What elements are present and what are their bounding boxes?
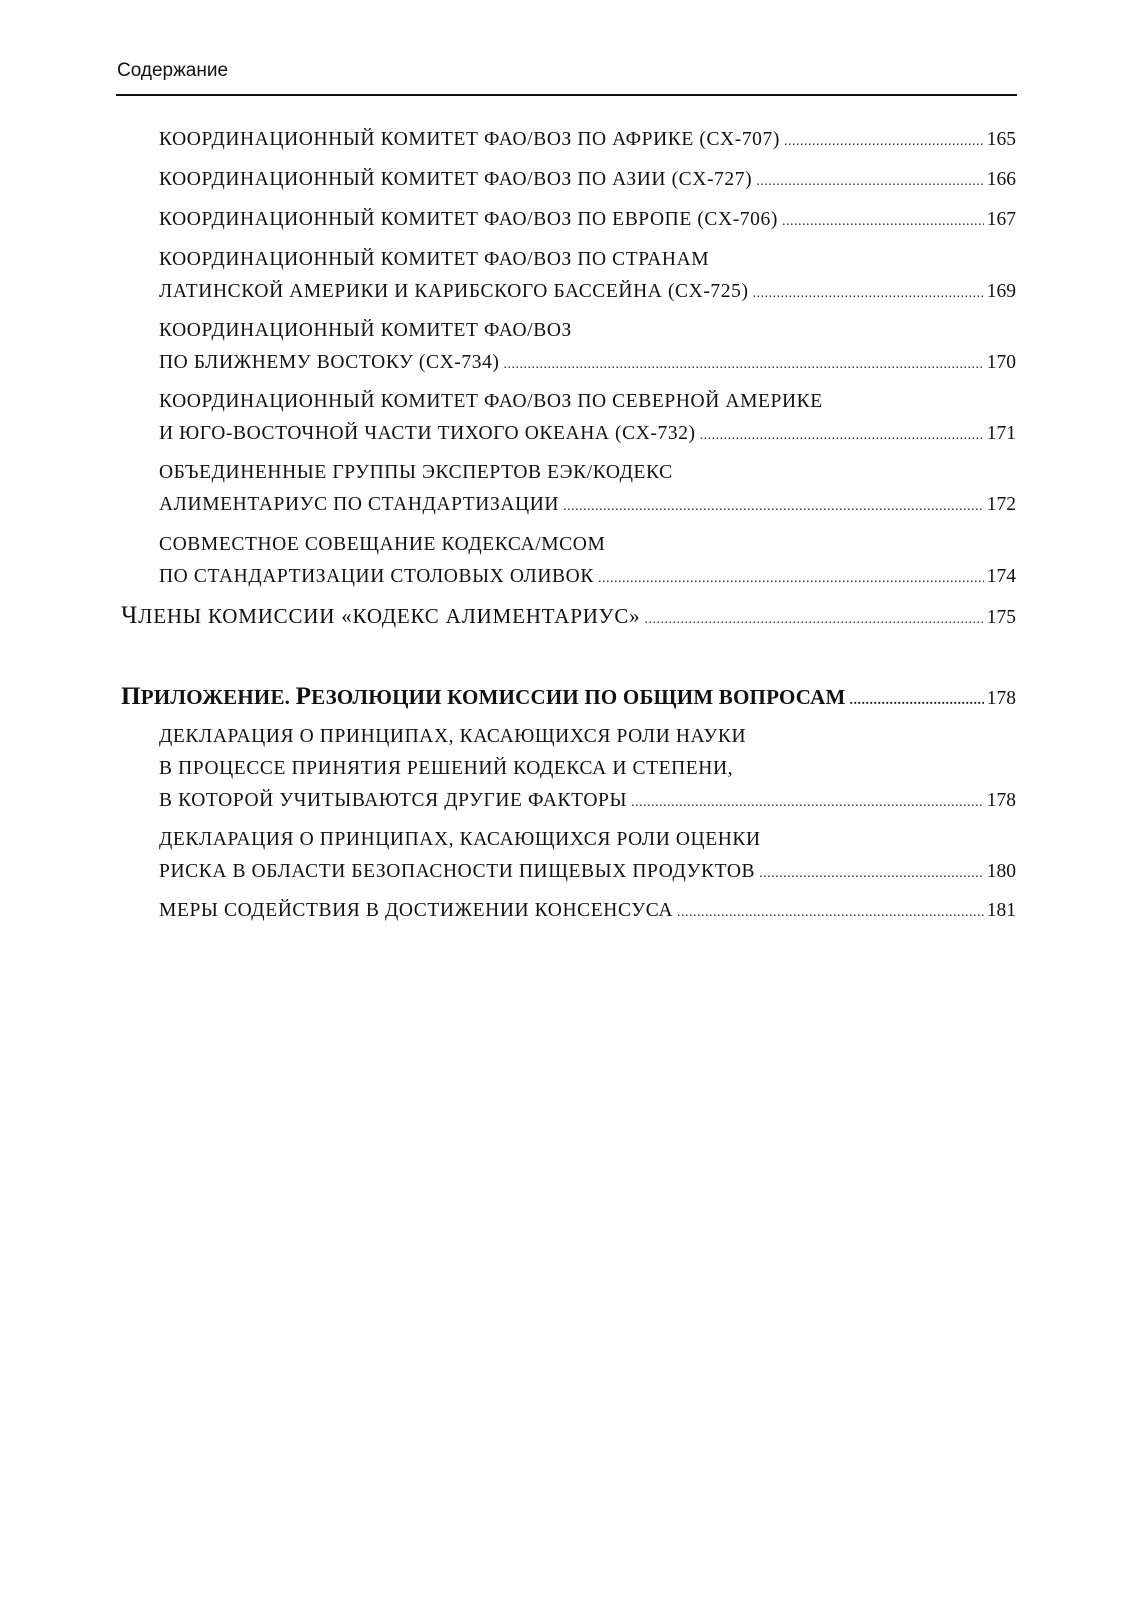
- toc-entry[interactable]: [159, 244, 1016, 308]
- drop-capital: Р: [295, 683, 312, 710]
- title-part-1: РИЛОЖЕНИЕ.: [140, 685, 296, 709]
- toc-entry-title-continued: РИСКА В ОБЛАСТИ БЕЗОПАСНОСТИ ПИЩЕВЫХ ПРОДУКТОВ: [159, 861, 756, 882]
- dot-leader: [598, 563, 984, 595]
- toc-entry-title: КООРДИНАЦИОННЫЙ КОМИТЕТ ФАО/ВОЗ ПО СЕВЕРНОЙ АМЕРИКЕ: [159, 391, 823, 412]
- title-part-2: ЕЗОЛЮЦИИ КОМИССИИ ПО ОБЩИМ ВОПРОСАМ: [311, 685, 846, 709]
- dot-leader: [504, 349, 984, 381]
- dot-leader: [631, 787, 984, 819]
- toc-page-number: 180: [986, 861, 1016, 882]
- drop-capital: Ч: [121, 602, 139, 629]
- toc-entry[interactable]: [159, 386, 1016, 450]
- dot-leader: [759, 858, 984, 890]
- dot-leader: [700, 420, 984, 452]
- toc-entry-title: СОВМЕСТНОЕ СОВЕЩАНИЕ КОДЕКСА/МСОМ: [159, 534, 606, 555]
- toc-page-number: 169: [986, 281, 1016, 302]
- toc-entry-title-continued: И ЮГО-ВОСТОЧНОЙ ЧАСТИ ТИХОГО ОКЕАНА (CX-732): [159, 423, 696, 444]
- running-head: Содержание: [117, 60, 229, 81]
- toc-entry-title: КООРДИНАЦИОННЫЙ КОМИТЕТ ФАО/ВОЗ ПО АФРИКЕ (CX-707): [159, 129, 780, 150]
- dot-leader: [756, 166, 984, 198]
- toc-entry[interactable]: [159, 315, 1016, 379]
- dot-leader: [753, 278, 984, 310]
- toc-entry[interactable]: [159, 895, 1016, 927]
- toc-page-number: 178: [986, 688, 1016, 709]
- toc-entry-title: КООРДИНАЦИОННЫЙ КОМИТЕТ ФАО/ВОЗ: [159, 320, 572, 341]
- toc-entry[interactable]: [159, 529, 1016, 593]
- toc-entry-title: ДЕКЛАРАЦИЯ О ПРИНЦИПАХ, КАСАЮЩИХСЯ РОЛИ НАУКИ: [159, 726, 747, 747]
- toc-entry[interactable]: [159, 124, 1016, 156]
- dot-leader: [677, 897, 984, 929]
- toc-entry-title-continued: АЛИМЕНТАРИУС ПО СТАНДАРТИЗАЦИИ: [159, 494, 560, 515]
- toc-page-number: 166: [986, 169, 1016, 190]
- toc-entry[interactable]: [159, 721, 1016, 817]
- toc-entry-title: [121, 681, 845, 713]
- toc-entry-title: ДЕКЛАРАЦИЯ О ПРИНЦИПАХ, КАСАЮЩИХСЯ РОЛИ ОЦЕНКИ: [159, 829, 761, 850]
- toc-entry[interactable]: [159, 204, 1016, 236]
- header-rule: [116, 94, 1017, 96]
- toc-page-number: 175: [986, 607, 1016, 628]
- toc-page-number: 171: [986, 423, 1016, 444]
- title-rest: ЛЕНЫ КОМИССИИ «КОДЕКС АЛИМЕНТАРИУС»: [138, 604, 641, 628]
- toc-entry-title-continued: ПО БЛИЖНЕМУ ВОСТОКУ (CX-734): [159, 352, 500, 373]
- dot-leader: [644, 604, 983, 636]
- dot-leader: [849, 685, 983, 717]
- toc-entry-appendix[interactable]: [121, 681, 1016, 713]
- toc-entry-members[interactable]: [121, 600, 1016, 632]
- toc-entry-title: [121, 600, 640, 632]
- dot-leader: [782, 206, 984, 238]
- toc-page-number: 174: [986, 566, 1016, 587]
- toc-page-number: 178: [986, 790, 1016, 811]
- toc-entry-title: КООРДИНАЦИОННЫЙ КОМИТЕТ ФАО/ВОЗ ПО АЗИИ (CX-727): [159, 169, 753, 190]
- toc-entry-title: ОБЪЕДИНЕННЫЕ ГРУППЫ ЭКСПЕРТОВ ЕЭК/КОДЕКС: [159, 462, 673, 483]
- drop-capital: П: [121, 683, 141, 710]
- toc-page-number: 165: [986, 129, 1016, 150]
- dot-leader: [563, 491, 984, 523]
- toc-entry-title-continued: ПО СТАНДАРТИЗАЦИИ СТОЛОВЫХ ОЛИВОК: [159, 566, 594, 587]
- toc-entry-title-continued: В ПРОЦЕССЕ ПРИНЯТИЯ РЕШЕНИЙ КОДЕКСА И СТЕПЕНИ,: [159, 758, 734, 779]
- toc-entry-title-continued: В КОТОРОЙ УЧИТЫВАЮТСЯ ДРУГИЕ ФАКТОРЫ: [159, 790, 628, 811]
- toc-entry[interactable]: [159, 824, 1016, 888]
- toc-page-number: 172: [986, 494, 1016, 515]
- toc-entry-title-continued: ЛАТИНСКОЙ АМЕРИКИ И КАРИБСКОГО БАССЕЙНА (CX-725): [159, 281, 749, 302]
- dot-leader: [784, 126, 984, 158]
- toc-entry-title: КООРДИНАЦИОННЫЙ КОМИТЕТ ФАО/ВОЗ ПО ЕВРОПЕ (CX-706): [159, 209, 778, 230]
- toc-page-number: 181: [986, 900, 1016, 921]
- toc-entry-title: КООРДИНАЦИОННЫЙ КОМИТЕТ ФАО/ВОЗ ПО СТРАНАМ: [159, 249, 710, 270]
- toc-entry-title: МЕРЫ СОДЕЙСТВИЯ В ДОСТИЖЕНИИ КОНСЕНСУСА: [159, 900, 674, 921]
- toc-entry[interactable]: [159, 457, 1016, 521]
- toc-page-number: 167: [986, 209, 1016, 230]
- toc-page-number: 170: [986, 352, 1016, 373]
- toc-entry[interactable]: [159, 164, 1016, 196]
